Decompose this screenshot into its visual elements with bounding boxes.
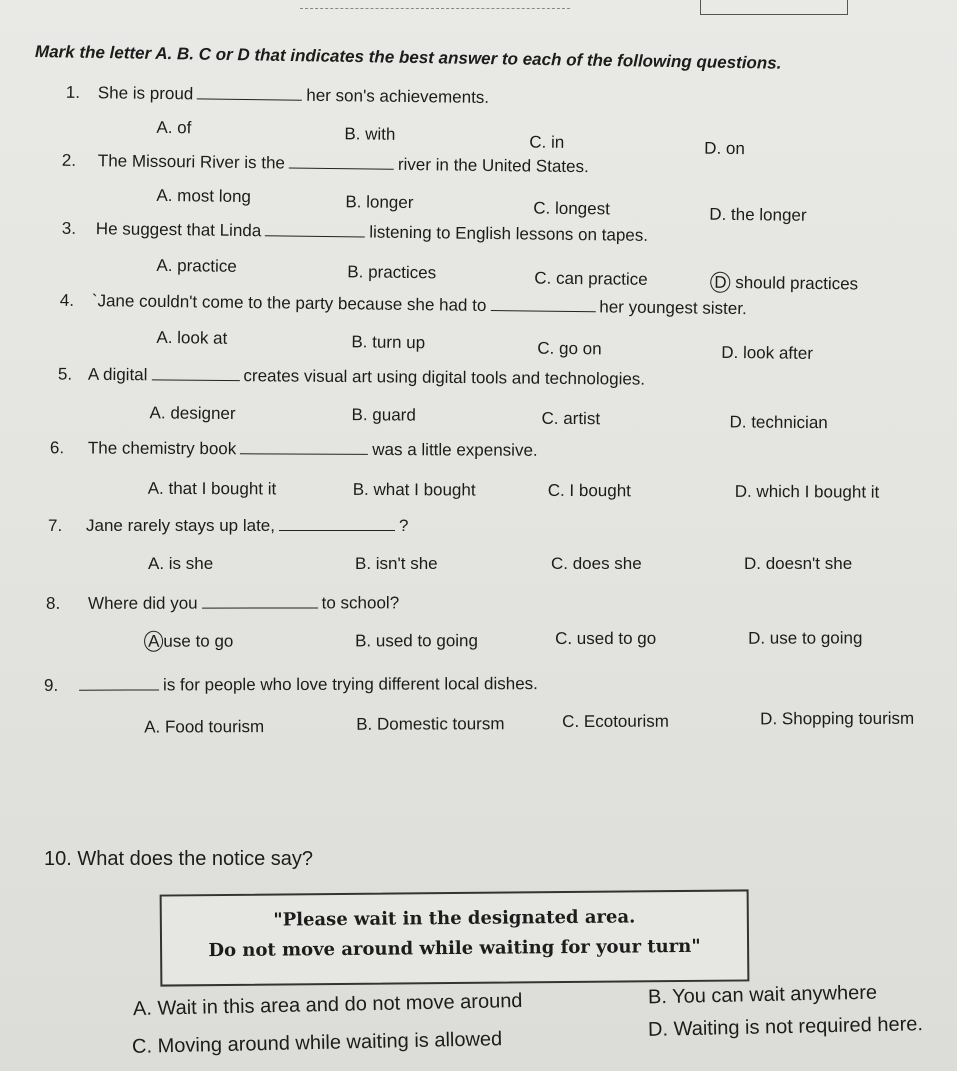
option-c[interactable]: C. go on: [537, 338, 602, 359]
question-stem: is for people who love trying different local dishes.: [75, 674, 538, 696]
answer-blank[interactable]: [197, 97, 302, 100]
option-d[interactable]: D. the longer: [709, 204, 807, 225]
selected-answer-mark: D: [710, 272, 731, 293]
answer-blank[interactable]: [279, 529, 395, 531]
answer-blank[interactable]: [490, 309, 595, 312]
option-c[interactable]: C. longest: [533, 198, 610, 219]
option-d[interactable]: D. which I bought it: [734, 481, 880, 502]
q10-option-a[interactable]: A. Wait in this area and do not move around: [132, 989, 523, 1021]
option-a[interactable]: A. of: [156, 117, 192, 138]
answer-blank[interactable]: [240, 452, 368, 455]
question-9: [0, 673, 957, 746]
question-stem: Where did you to school?: [87, 593, 400, 613]
option-c[interactable]: C. Ecotourism: [562, 711, 669, 732]
option-c[interactable]: C. can practice: [534, 268, 648, 289]
option-d[interactable]: D. Shopping tourism: [760, 708, 915, 729]
top-dashed-rule: [300, 8, 570, 9]
answer-blank[interactable]: [202, 606, 318, 608]
question-number: 4.: [59, 290, 75, 310]
question-stem: The Missouri River is the river in the United States.: [97, 151, 589, 177]
option-b[interactable]: B. what I bought: [352, 479, 476, 500]
notice-line-2: Do not move around while waiting for your turn": [208, 935, 701, 962]
option-a[interactable]: A use to go: [148, 632, 233, 652]
instruction: Mark the letter A. B. C or D that indicates the best answer to each of the following questions.: [34, 42, 782, 73]
question-stem: She is proud her son's achievements.: [97, 83, 490, 107]
q10-option-d[interactable]: D. Waiting is not required here.: [647, 1013, 924, 1041]
option-c[interactable]: C. does she: [551, 554, 642, 573]
question-8: [0, 592, 957, 664]
question-number: 1.: [65, 82, 81, 102]
option-a[interactable]: A. that I bought it: [147, 478, 277, 499]
option-b[interactable]: B. Domestic toursm: [356, 714, 505, 734]
option-c[interactable]: C. used to go: [555, 628, 657, 649]
question-10-title: 10. What does the notice say?: [44, 848, 314, 870]
option-d[interactable]: D. look after: [721, 342, 814, 363]
option-a[interactable]: A. most long: [156, 185, 252, 207]
answer-blank[interactable]: [289, 167, 394, 170]
option-b[interactable]: B. with: [344, 124, 396, 144]
option-c[interactable]: C. artist: [541, 408, 601, 429]
option-c[interactable]: C. I bought: [547, 480, 631, 501]
selected-answer-mark: A: [144, 631, 163, 652]
answer-blank[interactable]: [265, 234, 365, 237]
option-b[interactable]: B. guard: [351, 405, 416, 425]
question-3: [0, 218, 957, 300]
option-d[interactable]: D. technician: [729, 412, 828, 433]
q10-option-b[interactable]: B. You can wait anywhere: [647, 981, 878, 1009]
notice-line-1: "Please wait in the designated area.: [273, 906, 636, 931]
page-corner-box: [700, 0, 848, 15]
answer-blank[interactable]: [151, 378, 239, 381]
option-d[interactable]: D. on: [704, 138, 745, 159]
question-5: [0, 364, 957, 442]
option-a[interactable]: A. practice: [156, 255, 237, 276]
option-a[interactable]: A. is she: [148, 554, 214, 573]
option-b[interactable]: B. longer: [345, 192, 414, 213]
question-6: [0, 438, 957, 513]
question-4: [0, 290, 957, 372]
question-stem: `Jane couldn't come to the party because she had to her youngest sister.: [91, 291, 747, 319]
option-b[interactable]: B. used to going: [355, 631, 478, 651]
question-stem: The chemistry book was a little expensive.: [87, 438, 538, 460]
option-a[interactable]: A. Food tourism: [144, 717, 265, 737]
option-a[interactable]: A. designer: [149, 403, 236, 424]
option-c[interactable]: C. in: [529, 132, 565, 152]
answer-blank[interactable]: [79, 688, 159, 690]
question-number: 5.: [57, 364, 73, 384]
option-b[interactable]: B. practices: [347, 262, 437, 283]
question-number: 8.: [45, 593, 61, 613]
notice-box: [160, 889, 750, 986]
question-number: 7.: [48, 516, 63, 535]
q10-option-c[interactable]: C. Moving around while waiting is allowed: [131, 1028, 503, 1058]
option-d[interactable]: D. doesn't she: [744, 554, 853, 573]
question-number: 9.: [43, 675, 59, 695]
question-number: 6.: [49, 438, 65, 458]
option-b[interactable]: B. turn up: [351, 332, 426, 353]
question-stem: He suggest that Linda listening to English lessons on tapes.: [95, 219, 649, 245]
question-stem: Jane rarely stays up late, ?: [86, 516, 409, 535]
question-7: [0, 516, 957, 586]
question-stem: A digital creates visual art using digital tools and technologies.: [87, 364, 646, 389]
option-a[interactable]: A. look at: [156, 327, 228, 348]
question-number: 3.: [61, 218, 77, 238]
option-d[interactable]: D. use to going: [748, 628, 863, 648]
option-b[interactable]: B. isn't she: [355, 554, 438, 573]
question-number: 2.: [61, 150, 77, 170]
option-d[interactable]: D should practices: [714, 273, 858, 295]
